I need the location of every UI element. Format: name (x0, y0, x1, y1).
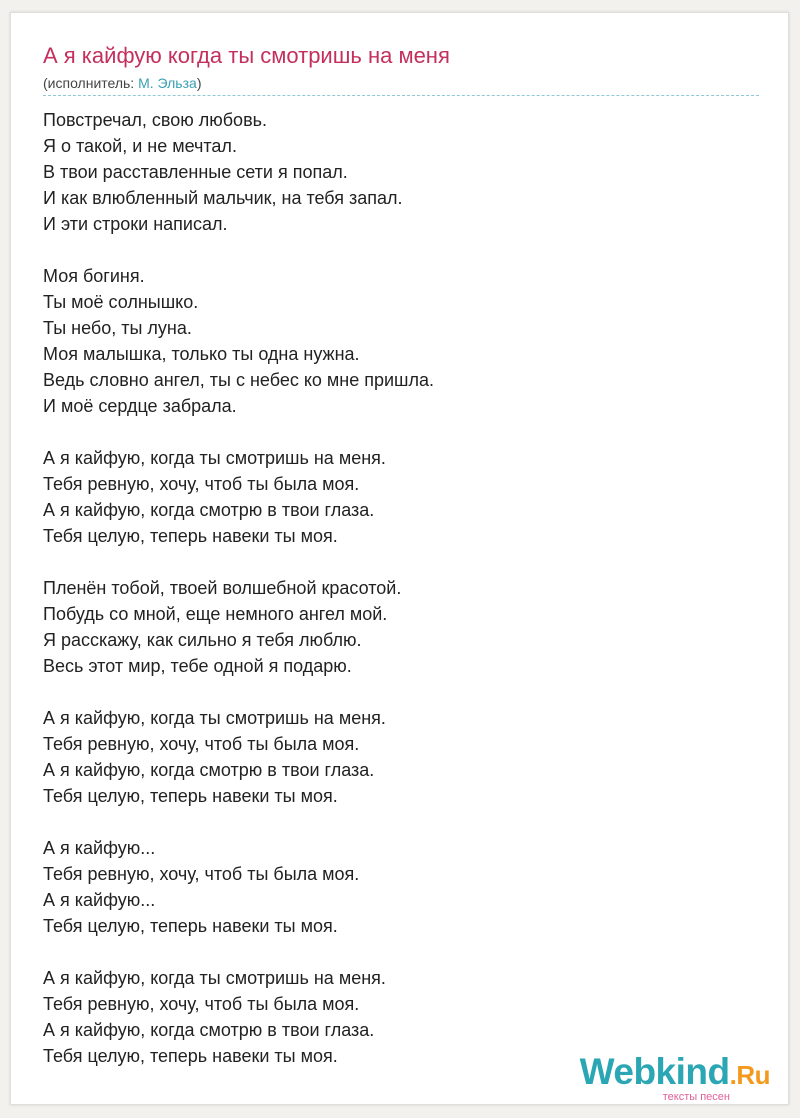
lyrics-line: Я расскажу, как сильно я тебя люблю. (43, 630, 362, 650)
lyrics-stanza (43, 107, 759, 237)
lyrics-body (43, 107, 759, 1095)
logo-wordmark (580, 1052, 770, 1095)
lyrics-line: Моя богиня. (43, 266, 145, 286)
artist-link[interactable]: М. Эльза (138, 75, 197, 91)
lyrics-stanza (43, 835, 759, 939)
lyrics-line: Повстречал, свою любовь. (43, 110, 268, 130)
logo-tagline: тексты песен (662, 1091, 730, 1103)
lyrics-line: Ведь словно ангел, ты с небес ко мне пришла. (43, 370, 435, 390)
lyrics-line: А я кайфую, когда смотрю в твои глаза. (43, 1020, 375, 1040)
artist-prefix: (исполнитель: (43, 75, 139, 91)
lyrics-page (10, 12, 789, 1105)
lyrics-stanza (43, 263, 759, 419)
lyrics-line: Тебя целую, теперь навеки ты моя. (43, 526, 338, 546)
lyrics-line: Весь этот мир, тебе одной я подарю. (43, 656, 352, 676)
lyrics-line: Тебя ревную, хочу, чтоб ты была моя. (43, 474, 360, 494)
lyrics-line: Тебя целую, теперь навеки ты моя. (43, 916, 338, 936)
logo-tld-text: .Ru (729, 1060, 770, 1090)
lyrics-line: Моя малышка, только ты одна нужна. (43, 344, 360, 364)
artist-line (43, 74, 201, 92)
song-title: А я кайфую когда ты смотришь на меня (43, 43, 450, 68)
lyrics-stanza (43, 705, 759, 809)
lyrics-line: Пленён тобой, твоей волшебной красотой. (43, 578, 402, 598)
lyrics-line: Тебя целую, теперь навеки ты моя. (43, 786, 338, 806)
lyrics-line: Тебя ревную, хочу, чтоб ты была моя. (43, 734, 360, 754)
lyrics-line: Побудь со мной, еще немного ангел мой. (43, 604, 388, 624)
lyrics-line: А я кайфую, когда смотрю в твои глаза. (43, 500, 375, 520)
lyrics-line: И моё сердце забрала. (43, 396, 237, 416)
lyrics-line: Ты моё солнышко. (43, 292, 199, 312)
lyrics-line: А я кайфую... (43, 890, 156, 910)
lyrics-line: Тебя ревную, хочу, чтоб ты была моя. (43, 864, 360, 884)
lyrics-line: А я кайфую, когда смотрю в твои глаза. (43, 760, 375, 780)
lyrics-line: А я кайфую, когда ты смотришь на меня. (43, 448, 386, 468)
lyrics-line: А я кайфую... (43, 838, 156, 858)
lyrics-line: А я кайфую, когда ты смотришь на меня. (43, 968, 386, 988)
title-divider (43, 95, 759, 96)
lyrics-line: И как влюбленный мальчик, на тебя запал. (43, 188, 403, 208)
logo-main-text: Webkind (579, 1051, 730, 1092)
lyrics-line: А я кайфую, когда ты смотришь на меня. (43, 708, 386, 728)
webkind-logo[interactable] (580, 1052, 770, 1103)
lyrics-line: В твои расставленные сети я попал. (43, 162, 348, 182)
lyrics-line: Тебя ревную, хочу, чтоб ты была моя. (43, 994, 360, 1014)
lyrics-line: Ты небо, ты луна. (43, 318, 192, 338)
lyrics-stanza (43, 445, 759, 549)
artist-suffix: ) (196, 75, 202, 91)
lyrics-line: Тебя целую, теперь навеки ты моя. (43, 1046, 338, 1066)
lyrics-stanza (43, 575, 759, 679)
lyrics-line: Я о такой, и не мечтал. (43, 136, 237, 156)
lyrics-line: И эти строки написал. (43, 214, 228, 234)
